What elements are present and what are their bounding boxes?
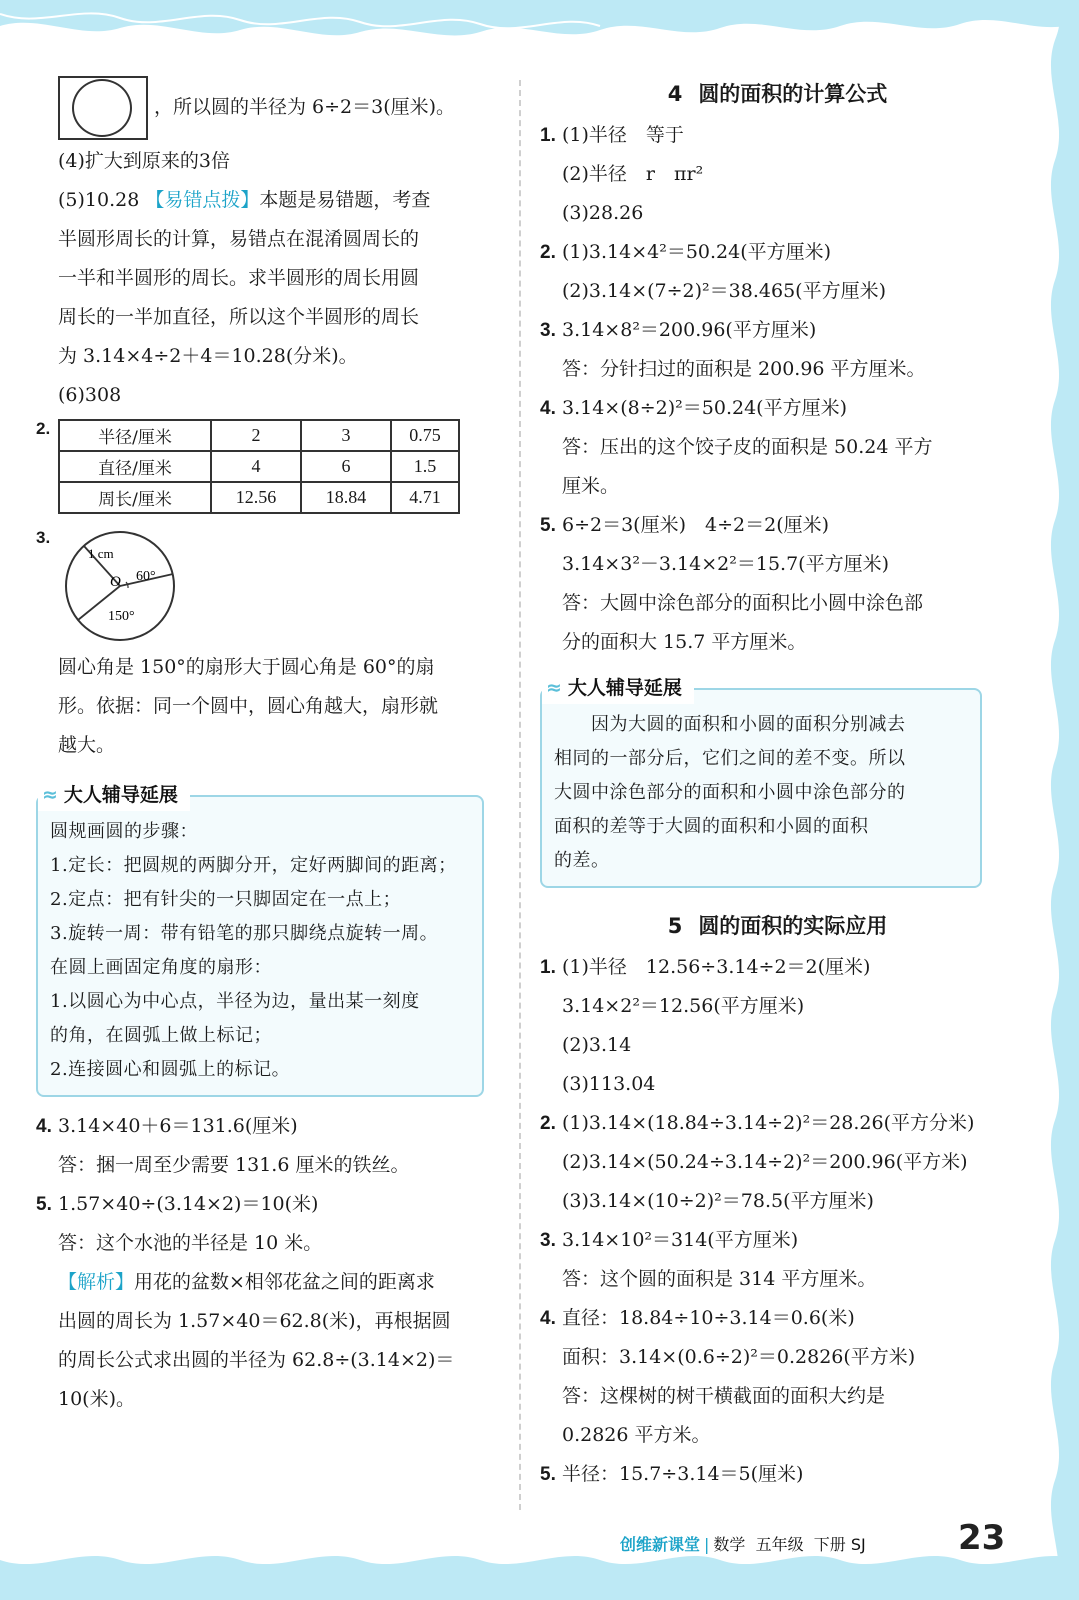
top-wave-border [0,0,1079,60]
answer-4: (4)扩大到原来的3倍 [58,150,231,172]
question-2 [36,419,496,514]
question-3-answer: 越大。 [58,734,116,756]
answer-line: (2)3.14 [562,1034,632,1056]
angle-label-60: 60° [136,569,156,584]
answer-line: 面积：3.14×(0.6÷2)²＝0.2826(平方米) [562,1346,916,1368]
left-column [36,72,496,1419]
answer-line: 3.14×2²＝12.56(平方厘米) [562,995,805,1017]
box-label: ≈ 大人辅导延展 [542,672,694,704]
answer-line: 2. (1)3.14×4²＝50.24(平方厘米) [540,241,832,263]
answer-line: 1. (1)半径 等于 [540,124,684,146]
answer-line: 0.2826 平方米。 [562,1424,711,1446]
answer-line: 答：压出的这个饺子皮的面积是 50.24 平方 [562,436,933,458]
explanation-line: 周长的一半加直径，所以这个半圆形的周长 [58,306,420,328]
box-line: 1.以圆心为中心点，半径为边，量出某一刻度 [50,991,420,1012]
question-number: 3. [36,528,51,547]
box-line: 圆规画圆的步骤： [50,821,198,842]
answer-line: (3)3.14×(10÷2)²＝78.5(平方厘米) [562,1190,874,1212]
question-4: 4. 3.14×40＋6＝131.6(厘米) [36,1115,298,1137]
answer-line: 1. (1)半径 12.56÷3.14÷2＝2(厘米) [540,956,871,978]
tutoring-extension-box [540,677,982,888]
box-line: 大圆中涂色部分的面积和小圆中涂色部分的 [554,782,906,803]
radius-table [58,419,460,514]
radius-label: 1 cm [88,546,114,561]
explanation-line: 一半和半圆形的周长。求半圆形的周长用圆 [58,267,420,289]
column-divider [519,80,521,1510]
center-label: O [110,574,121,590]
square-circle-figure [58,76,148,140]
box-line: 2.连接圆心和圆弧上的标记。 [50,1059,291,1080]
brand-name: 创维新课堂 [620,1535,701,1554]
answer-circle-radius: ，所以圆的半径为 6÷2＝3(厘米)。 [36,72,496,142]
answer-line: 3. 3.14×10²＝314(平方厘米) [540,1229,799,1251]
box-label: ≈ 大人辅导延展 [38,779,190,811]
answer-line: 3. 3.14×8²＝200.96(平方厘米) [540,319,817,341]
answer-line: 4. 3.14×(8÷2)²＝50.24(平方厘米) [540,397,847,419]
table-row: 半径/厘米 2 3 0.75 [59,420,459,451]
question-3-answer: 形。依据：同一个圆中，圆心角越大，扇形就 [58,695,439,717]
table-row: 周长/厘米 12.56 18.84 4.71 [59,482,459,513]
question-3-answer: 圆心角是 150°的扇形大于圆心角是 60°的扇 [58,656,435,678]
question-3 [36,528,496,648]
answer-line: 答：这个圆的面积是 314 平方厘米。 [562,1268,877,1290]
answer-line: 答：分针扫过的面积是 200.96 平方厘米。 [562,358,926,380]
sector-figure [58,528,188,648]
answer-line: 答：大圆中涂色部分的面积比小圆中涂色部 [562,592,924,614]
analysis-tag: 【解析】 [58,1271,135,1293]
answer-line: (3)28.26 [562,202,644,224]
page-number: 23 [958,1518,1006,1558]
analysis-line: 10(米)。 [58,1388,136,1410]
answer-line: (2)3.14×(50.24÷3.14÷2)²＝200.96(平方米) [562,1151,968,1173]
edition: SJ [850,1535,866,1554]
question-4-answer: 答：捆一周至少需要 131.6 厘米的铁丝。 [58,1154,410,1176]
question-5: 5. 1.57×40÷(3.14×2)＝10(米) [36,1193,319,1215]
angle-label-150: 150° [108,609,135,624]
answer-line: (3)113.04 [562,1073,656,1095]
right-column [540,72,1015,1494]
answer-line: 厘米。 [562,475,620,497]
right-wave-border [1019,0,1079,1600]
answer-line: 5. 6÷2＝3(厘米) 4÷2＝2(厘米) [540,514,830,536]
section-4-title: 4 圆的面积的计算公式 [667,82,888,106]
answer-line: (2)半径 r πr² [562,163,704,185]
box-line: 2.定点：把有针尖的一只脚固定在一点上； [50,889,402,910]
question-5-answer: 答：这个水池的半径是 10 米。 [58,1232,323,1254]
wave-icon: ≈ [42,784,58,806]
answer-line: (2)3.14×(7÷2)²＝38.465(平方厘米) [562,280,886,302]
box-line: 的差。 [554,850,610,871]
answer-line: 3.14×3²－3.14×2²＝15.7(平方厘米) [562,553,889,575]
answer-line: 分的面积大 15.7 平方厘米。 [562,631,807,653]
box-line: 相同的一部分后，它们之间的差不变。所以 [554,748,906,769]
page-footer: 创维新课堂 | 数学 五年级 下册 SJ [620,1535,866,1554]
question-number: 2. [36,419,51,438]
bottom-wave-border [0,1530,1079,1600]
answer-line: 答：这棵树的树干横截面的面积大约是 [562,1385,886,1407]
volume: 下册 [813,1535,846,1554]
table-row: 直径/厘米 4 6 1.5 [59,451,459,482]
analysis-line: 的周长公式求出圆的半径为 62.8÷(3.14×2)＝ [58,1349,455,1371]
section-5-title: 5 圆的面积的实际应用 [667,914,888,938]
analysis-line: 【解析】用花的盆数×相邻花盆之间的距离求 [58,1271,435,1293]
wave-icon: ≈ [546,677,562,699]
answer-line: 2. (1)3.14×(18.84÷3.14÷2)²＝28.26(平方分米) [540,1112,975,1134]
answer-line: 4. 直径：18.84÷10÷3.14＝0.6(米) [540,1307,855,1329]
box-line: 面积的差等于大圆的面积和小圆的面积 [554,816,869,837]
box-line: 3.旋转一周：带有铅笔的那只脚绕点旋转一周。 [50,923,439,944]
error-tip-tag: 【易错点拨】 [145,189,260,211]
box-line: 的角，在圆弧上做上标记； [50,1025,272,1046]
answer-line: 5. 半径：15.7÷3.14＝5(厘米) [540,1463,804,1485]
box-line: 因为大圆的面积和小圆的面积分别减去 [554,714,906,735]
tutoring-extension-box [36,784,484,1097]
answer-5: (5)10.28 【易错点拨】本题是易错题，考查 [58,189,431,211]
analysis-line: 出圆的周长为 1.57×40＝62.8(米)，再根据圆 [58,1310,451,1332]
explanation-line: 为 3.14×4÷2＋4＝10.28(分米)。 [58,345,358,367]
box-line: 1.定长：把圆规的两脚分开，定好两脚间的距离； [50,855,457,876]
answer-6: (6)308 [58,384,122,406]
grade: 五年级 [755,1535,804,1554]
box-line: 在圆上画固定角度的扇形： [50,957,272,978]
explanation-line: 半圆形周长的计算，易错点在混淆圆周长的 [58,228,420,250]
subject: 数学 [713,1535,746,1554]
